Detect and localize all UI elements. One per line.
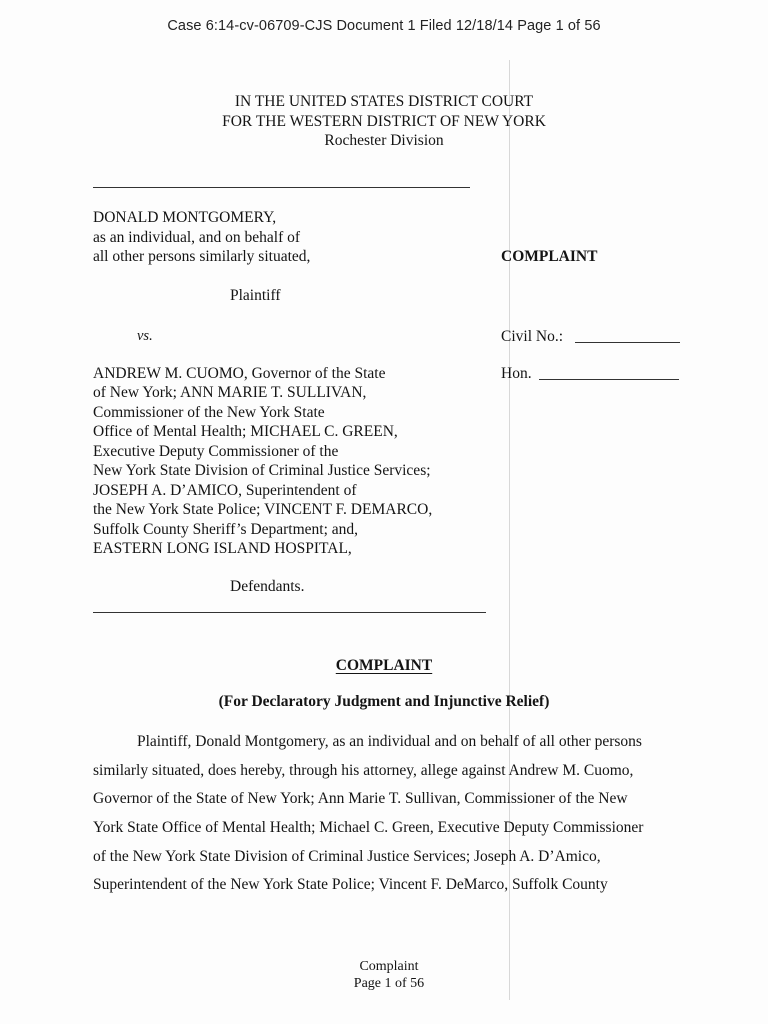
defendant-line: Commissioner of the New York State — [93, 404, 325, 421]
defendant-line: New York State Division of Criminal Justice Services; — [93, 462, 431, 479]
plaintiff-role: Plaintiff — [230, 287, 281, 304]
defendant-line: of New York; ANN MARIE T. SULLIVAN, — [93, 384, 367, 401]
civil-no-blank — [575, 342, 680, 343]
plaintiff-description-2: all other persons similarly situated, — [93, 248, 311, 265]
hon-label: Hon. — [501, 365, 532, 382]
defendant-line: ANDREW M. CUOMO, Governor of the State — [93, 365, 386, 382]
caption-bottom-rule — [93, 612, 486, 613]
plaintiff-name: DONALD MONTGOMERY, — [93, 209, 277, 226]
defendant-line: JOSEPH A. D’AMICO, Superintendent of — [93, 482, 357, 499]
caption-doc-label: COMPLAINT — [501, 248, 598, 265]
complaint-subtitle: (For Declaratory Judgment and Injunctive Relief) — [218, 693, 550, 710]
body-paragraph-line: York State Office of Mental Health; Michael C. Green, Executive Deputy Commissioner — [93, 819, 644, 836]
civil-no-label: Civil No.: — [501, 328, 564, 345]
body-paragraph-line: of the New York State Division of Criminal Justice Services; Joseph A. D’Amico, — [93, 848, 601, 865]
defendant-line: Executive Deputy Commissioner of the — [93, 443, 339, 460]
civil-no-field — [501, 328, 680, 346]
defendant-line: the New York State Police; VINCENT F. DEMARCO, — [93, 501, 433, 518]
defendant-line: EASTERN LONG ISLAND HOSPITAL, — [93, 540, 352, 557]
footer-page-number: Page 1 of 56 — [353, 976, 425, 991]
defendant-line: Office of Mental Health; MICHAEL C. GREEN, — [93, 423, 398, 440]
court-name-line-2: FOR THE WESTERN DISTRICT OF NEW YORK — [222, 113, 546, 130]
defendant-role: Defendants. — [230, 578, 305, 595]
ecf-header-stamp: Case 6:14-cv-06709-CJS Document 1 Filed 12/18/14 Page 1 of 56 — [167, 18, 601, 34]
body-paragraph-line: Superintendent of the New York State Police; Vincent F. DeMarco, Suffolk County — [93, 876, 608, 893]
court-division: Rochester Division — [324, 132, 444, 149]
defendant-line: Suffolk County Sheriff’s Department; and, — [93, 521, 359, 538]
body-paragraph-line: similarly situated, does hereby, through his attorney, allege against Andrew M. Cuomo, — [93, 762, 634, 779]
caption-top-rule — [93, 187, 470, 188]
body-paragraph-line: Plaintiff, Donald Montgomery, as an individual and on behalf of all other persons — [137, 733, 642, 750]
footer-doc-name: Complaint — [359, 959, 419, 974]
hon-blank — [539, 379, 679, 380]
complaint-title: COMPLAINT — [335, 657, 433, 674]
versus-label: vs. — [137, 328, 153, 344]
plaintiff-description-1: as an individual, and on behalf of — [93, 229, 301, 246]
court-name-line-1: IN THE UNITED STATES DISTRICT COURT — [234, 93, 534, 110]
body-paragraph-line: Governor of the State of New York; Ann Marie T. Sullivan, Commissioner of the New — [93, 790, 628, 807]
hon-field — [501, 365, 679, 383]
